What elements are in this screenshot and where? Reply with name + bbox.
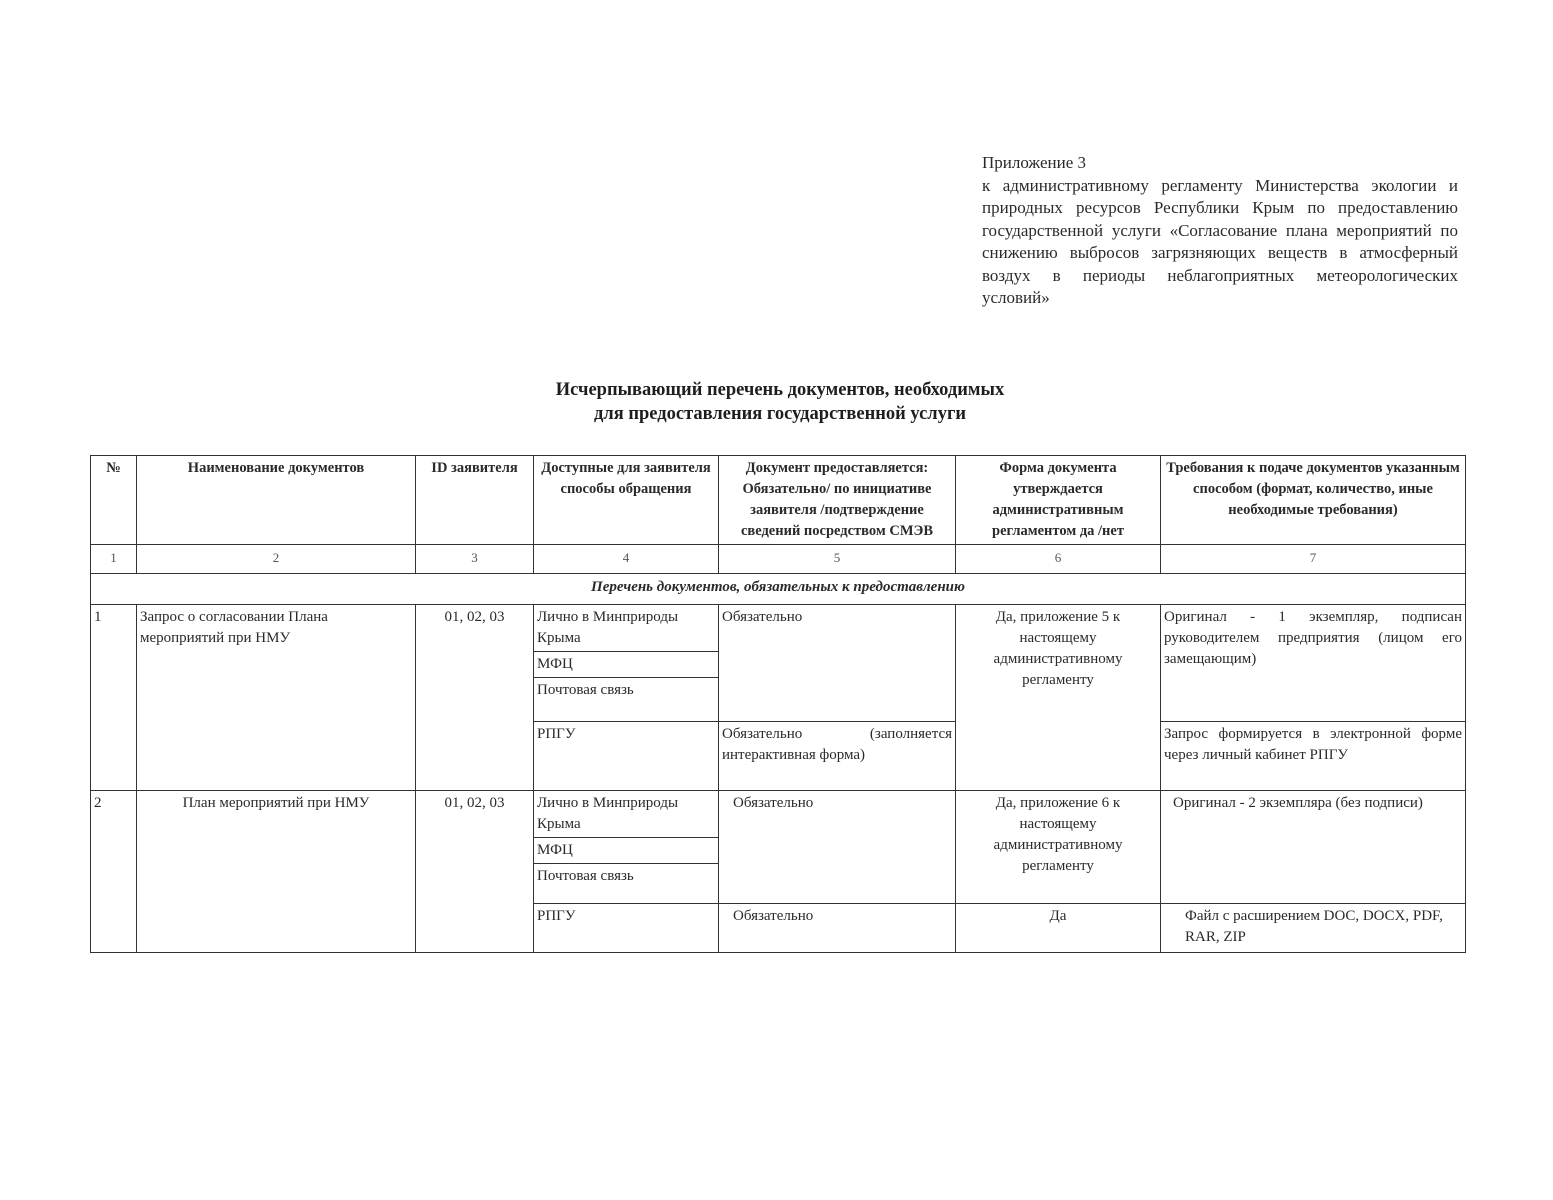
col-number: 1 <box>91 545 137 574</box>
row-requirements: Оригинал - 1 экземпляр, подписан руководителем предприятия (лицом его замещающим) <box>1161 605 1466 722</box>
col-number: 2 <box>137 545 416 574</box>
appendix-block <box>982 152 1458 310</box>
col-number: 7 <box>1161 545 1466 574</box>
header-name: Наименование документов <box>137 456 416 545</box>
method-epgu: РПГУ <box>534 904 719 953</box>
row-document-name: План мероприятий при НМУ <box>137 791 416 953</box>
table-row <box>91 791 1466 904</box>
header-methods: Доступные для заявителя способы обращения <box>534 456 719 545</box>
appendix-number: Приложение 3 <box>982 153 1086 172</box>
header-requirements: Требования к подаче документов указанным способом (формат, количество, иные необходимые требования) <box>1161 456 1466 545</box>
col-number: 6 <box>956 545 1161 574</box>
row-provided-epgu: Обязательно <box>719 904 956 953</box>
method-post: Почтовая связь <box>537 682 634 698</box>
row-applicant-id: 01, 02, 03 <box>416 791 534 953</box>
column-number-row <box>91 545 1466 574</box>
row-form: Да, приложение 5 к настоящему административному регламенту <box>956 605 1161 791</box>
table-row <box>91 605 1466 722</box>
method-epgu: РПГУ <box>534 722 719 791</box>
method-post: Почтовая связь <box>537 868 634 884</box>
method-mfc: МФЦ <box>534 838 718 864</box>
method-in-person: Лично в Минприроды Крыма <box>534 605 718 652</box>
row-methods <box>534 791 719 904</box>
row-provided-epgu: Обязательно (заполняется интерактивная форма) <box>719 722 956 791</box>
row-requirements-epgu: Файл с расширением DOC, DOCX, PDF, RAR, ZIP <box>1161 904 1466 953</box>
section-row <box>91 574 1466 605</box>
header-num: № <box>91 456 137 545</box>
row-num: 1 <box>91 605 137 791</box>
header-row <box>91 456 1466 545</box>
header-form: Форма документа утверждается административным регламентом да /нет <box>956 456 1161 545</box>
row-provided: Обязательно <box>719 605 956 722</box>
col-number: 3 <box>416 545 534 574</box>
title-line-1: Исчерпывающий перечень документов, необходимых <box>555 380 1005 400</box>
header-provided: Документ предоставляется: Обязательно/ по инициативе заявителя /подтверждение сведений посредством СМЭВ <box>719 456 956 545</box>
document-title <box>400 378 1160 426</box>
row-form-epgu: Да <box>956 904 1161 953</box>
header-id: ID заявителя <box>416 456 534 545</box>
appendix-text: к административному регламенту Министерства экологии и природных ресурсов Республики Крым по предоставлению государственной услуги «Согласование плана мероприятий по снижению выбросов загрязняющих веществ в атмосферный воздух в периоды неблагоприятных метеорологических условий» <box>982 175 1458 307</box>
method-in-person: Лично в Минприроды Крыма <box>534 791 718 838</box>
row-applicant-id: 01, 02, 03 <box>416 605 534 791</box>
row-requirements-epgu: Запрос формируется в электронной форме через личный кабинет РПГУ <box>1161 722 1466 791</box>
row-methods <box>534 605 719 722</box>
col-number: 5 <box>719 545 956 574</box>
documents-table <box>90 455 1466 953</box>
row-document-name: Запрос о согласовании Плана мероприятий при НМУ <box>137 605 416 791</box>
title-line-2: для предоставления государственной услуги <box>593 404 967 424</box>
row-form: Да, приложение 6 к настоящему административному регламенту <box>956 791 1161 904</box>
section-title: Перечень документов, обязательных к предоставлению <box>91 574 1466 605</box>
row-requirements: Оригинал - 2 экземпляра (без подписи) <box>1161 791 1466 904</box>
method-mfc: МФЦ <box>534 652 718 678</box>
col-number: 4 <box>534 545 719 574</box>
row-num: 2 <box>91 791 137 953</box>
row-provided: Обязательно <box>719 791 956 904</box>
